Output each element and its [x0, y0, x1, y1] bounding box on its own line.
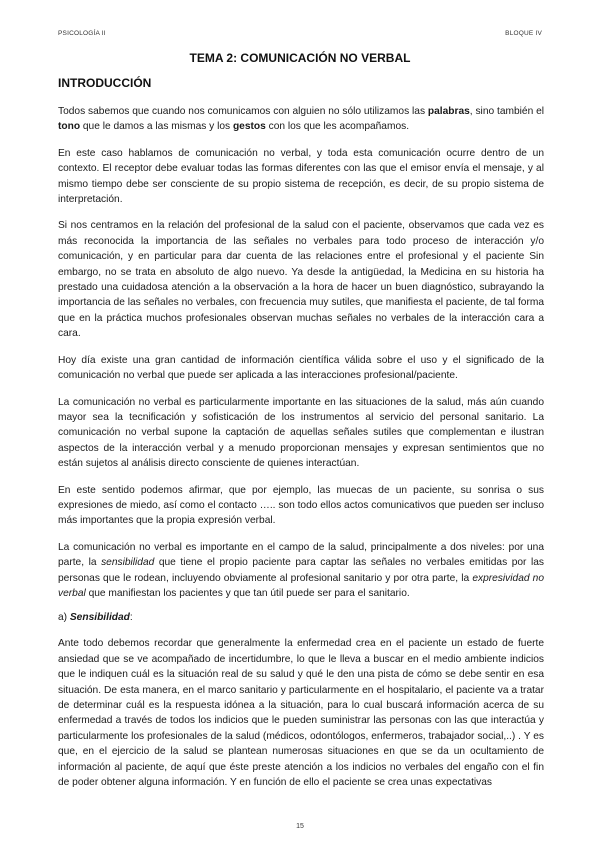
document-body [58, 76, 544, 801]
paragraph-2: En este caso hablamos de comunicación no verbal, y toda esta comunicación ocurre dentro de un contexto. El receptor debe evaluar todas las formas diferentes con las que el emisor envía el mensaje, y al mismo tiempo debe ser consciente de su propio sistema de recepción, es decir, de su propio sistema de interpretación. [58, 147, 544, 206]
bold-term-palabras: palabras [427, 106, 470, 117]
bold-term-gestos: gestos [232, 121, 266, 133]
italic-term-sensibilidad: sensibilidad [101, 557, 155, 569]
subsection-prefix: a) [58, 612, 70, 624]
italic-term-expresividad: expresividad no verbal [58, 572, 544, 599]
page-number: 15 [296, 823, 304, 830]
paragraph-7 [58, 540, 544, 602]
paragraph-3: Si nos centramos en la relación del profesional de la salud con el paciente, observamos que cada vez es más reconocida la importancia de las señales no verbales para todo proceso de interacción y/o comunicación, y en particular para dar cuenta de las relaciones entre el profesional y el paciente Sin embargo, no se trata en absoluto de algo nuevo. Ya desde la antigüedad, la Medicina en su historia ha prestado una cuidadosa atención a la observación a la hora de hacer un buen diagnóstico, subrayando la importancia de las señales no verbales, con frecuencia muy sutiles, que manifiesta el paciente, de tal forma que en la práctica muchos profesionales observan muchas señales no verbales de la interacción cara a cara. [58, 220, 544, 340]
paragraph-6: En este sentido podemos afirmar, que por ejemplo, las muecas de un paciente, su sonrisa o sus expresiones de miedo, así como el contacto ….. son todo ellos actos comunicativos que pueden ser incluso más importantes que la propia expresión verbal. [58, 484, 544, 527]
bold-term-tono: tono [58, 121, 81, 133]
text-run: que le damos a las mismas y los [80, 121, 233, 133]
text-run: Todos sabemos que cuando nos comunicamos con alguien no sólo utilizamos las [58, 106, 428, 117]
page-header [58, 30, 542, 37]
document-title: TEMA 2: COMUNICACIÓN NO VERBAL [189, 51, 411, 65]
paragraph-4: Hoy día existe una gran cantidad de información científica válida sobre el uso y el significado de la comunicación no verbal que puede ser aplicada a las interacciones profesional/paciente. [58, 354, 544, 382]
section-heading: INTRODUCCIÓN [58, 76, 152, 90]
subsection-heading [58, 612, 544, 623]
text-run: , sino también el [469, 106, 545, 117]
subsection-label: Sensibilidad [69, 612, 130, 624]
text-run: La comunicación no verbal es importante en el campo de la salud, principalmente a dos niveles: por una parte, la [58, 541, 544, 569]
header-subject: PSICOLOGÍA II [58, 30, 106, 37]
subsection-suffix: : [129, 612, 133, 624]
header-block: BLOQUE IV [505, 30, 542, 37]
paragraph-1 [58, 104, 544, 135]
text-run: que manifiestan los pacientes y que tan útil puede ser para el sanitario. [85, 587, 410, 599]
text-run: con los que les acompañamos. [265, 121, 410, 133]
text-run: que tiene el propio paciente para captar las señales no verbales emitidas por las personas que le rodean, incluyendo obviamente al profesional sanitario y por otra parte, la [58, 557, 544, 584]
paragraph-5: La comunicación no verbal es particularmente importante en las situaciones de la salud, más aún cuando mayor sea la tecnificación y sofisticación de los instrumentos al servicio del personal sanitario. La comunicación no verbal supone la captación de aquellas señales sutiles que complementan e ilustran aspectos de la interacción verbal y a menudo proporcionan mensajes y expresan sentimientos que no están sujetos al análisis directo consciente de quienes interactúan. [58, 396, 544, 470]
paragraph-8: Ante todo debemos recordar que generalmente la enfermedad crea en el paciente un estado de fuerte ansiedad que se ve acompañado de incertidumbre, lo que le lleva a buscar en el medio ambiente indicios que le indiquen cuál es la situación real de su salud y qué le den una pista de cómo se debe sentir en esa situación. De esta manera, en el marco sanitario y particularmente en el hospitalario, el paciente va a tratar de determinar cuál es la respuesta idónea a la situación, para lo cual buscará información acerca de su enfermedad a través de todos los indicios que le pueden suministrar las personas con las que interactúa y particularmente los profesionales de la salud (médicos, odontólogos, enfermeros, trabajador social,..) . Y es que, en el ejercicio de la salud se plantean numerosas situaciones en que se da un ocultamiento de información al paciente, de aquí que éste preste atención a los indicios no verbales del engaño con el fin de poder obtener alguna información. Y en función de ello el paciente se crea unas expectativas [58, 638, 544, 789]
